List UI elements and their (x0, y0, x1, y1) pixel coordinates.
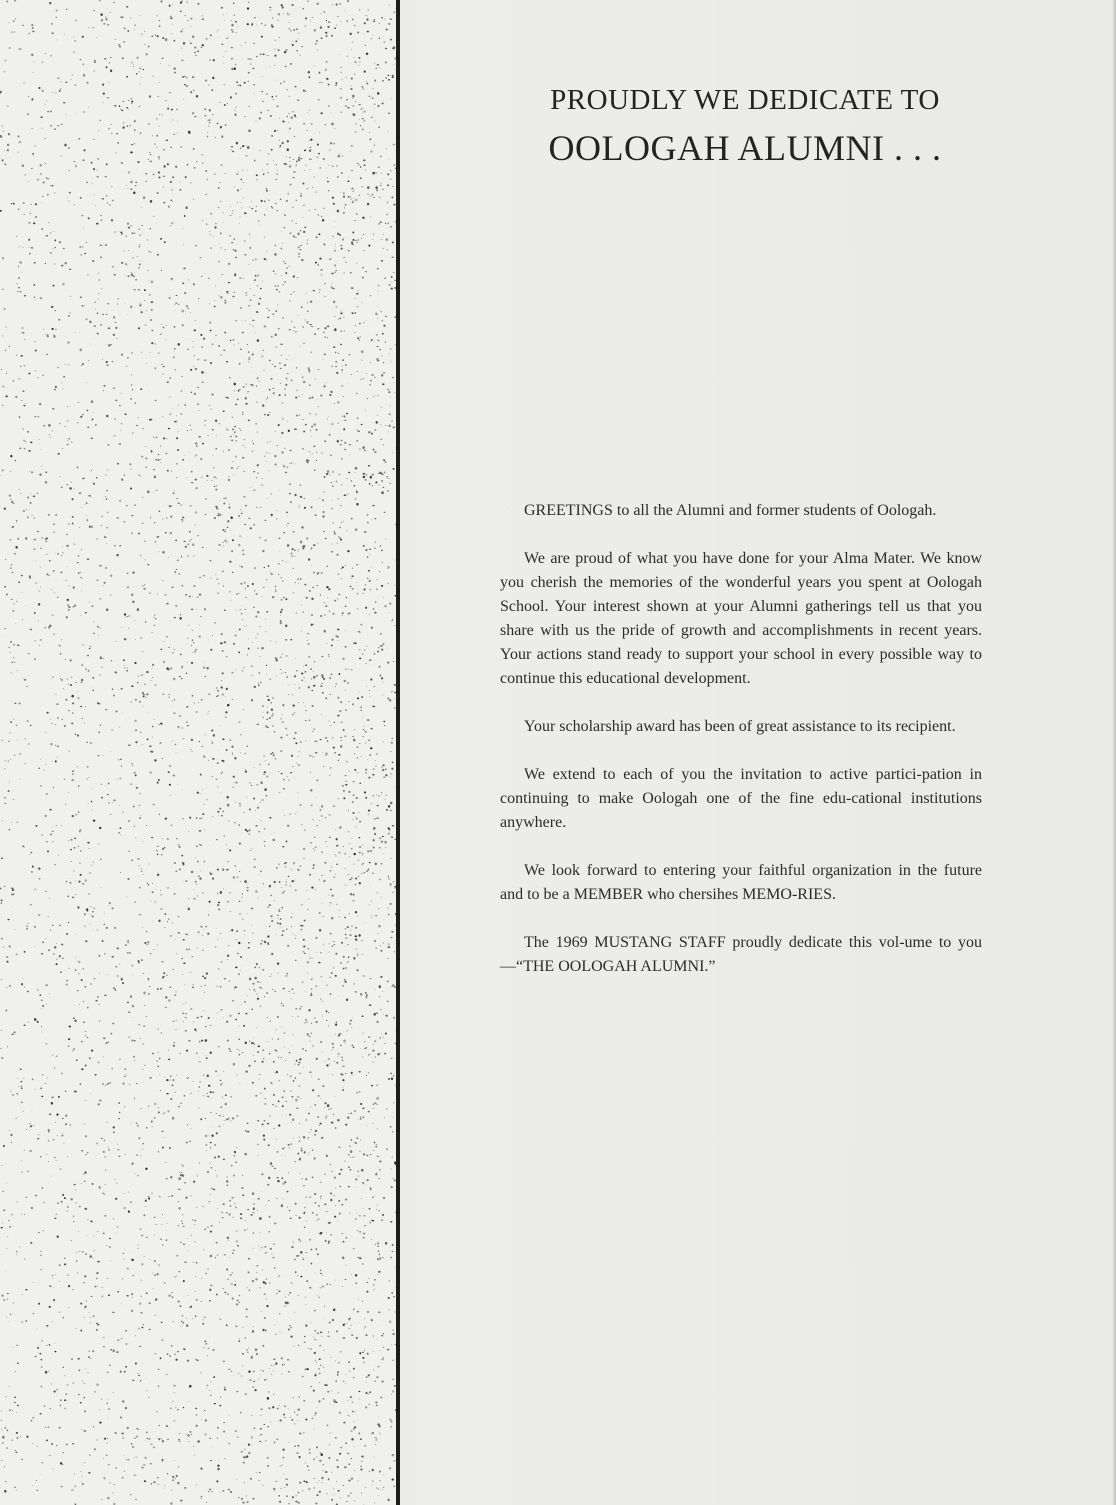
vertical-divider-line (396, 0, 400, 1505)
dedication-heading (400, 80, 1090, 172)
speckle-texture (0, 0, 398, 1505)
paragraph-alma-mater: We are proud of what you have done for your Alma Mater. We know you cherish the memories of the wonderful years you spent at Oologah School. Your interest shown at your Alumni gatherings tell us that you share with us the pride of growth and accomplishments in recent years. Your actions stand ready to support your school in every possible way to continue this educational development. (500, 550, 982, 687)
dedication-body (500, 499, 982, 1003)
paragraph-staff-dedication: The 1969 MUSTANG STAFF proudly dedicate this vol-ume to you—“THE OOLOGAH ALUMNI.” (500, 934, 982, 975)
paragraph-scholarship: Your scholarship award has been of great assistance to its recipient. (524, 718, 956, 735)
page-edge-shadow (1112, 0, 1116, 1505)
paragraph-future: We look forward to entering your faithful organization in the future and to be a MEMBER who chersihes MEMO-RIES. (500, 862, 982, 903)
paragraph-greetings: GREETINGS to all the Alumni and former students of Oologah. (524, 502, 937, 519)
heading-line-1: PROUDLY WE DEDICATE TO (550, 84, 940, 116)
heading-line-2: OOLOGAH ALUMNI . . . (548, 128, 942, 168)
speckled-decorative-panel (0, 0, 398, 1505)
paragraph-invitation: We extend to each of you the invitation to active partici-pation in continuing to make Oologah one of the fine edu-cational institutions anywhere. (500, 766, 982, 831)
